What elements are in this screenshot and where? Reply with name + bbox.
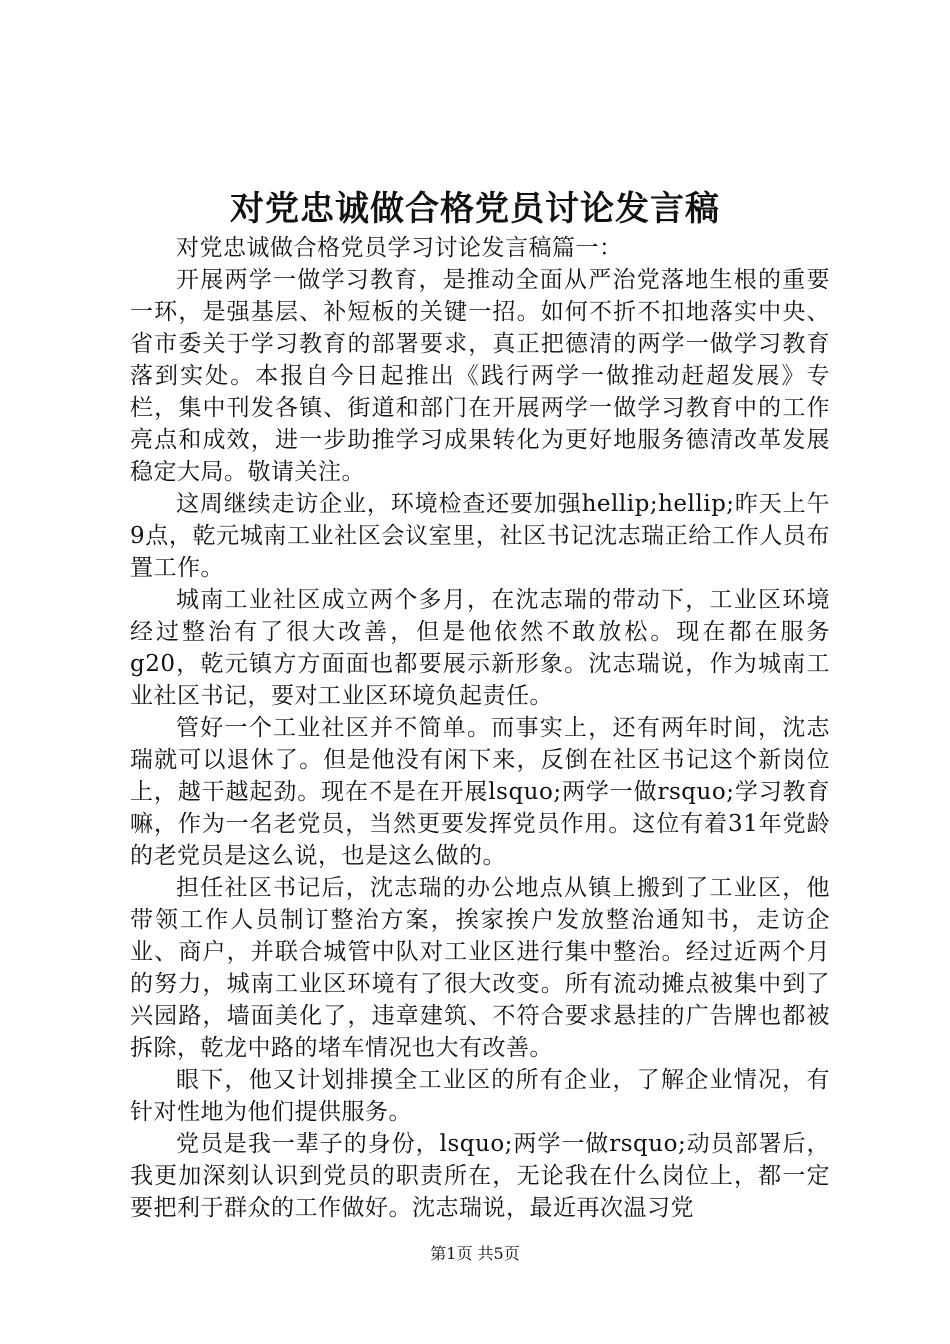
document-body (130, 232, 830, 1224)
paragraph: 眼下，他又计划排摸全工业区的所有企业，了解企业情况，有针对性地为他们提供服务。 (130, 1067, 830, 1125)
page-number-indicator: 第1页 共5页 (430, 1244, 520, 1263)
paragraph: 这周继续走访企业，环境检查还要加强hellip;hellip;昨天上午9点，乾元城南工业社区会议室里，社区书记沈志瑞正给工作人员布置工作。 (130, 491, 830, 581)
paragraph-intro: 对党忠诚做合格党员学习讨论发言稿篇一： (176, 235, 623, 261)
paragraph: 管好一个工业社区并不简单。而事实上，还有两年时间，沈志瑞就可以退休了。但是他没有闲下来，反倒在社区书记这个新岗位上，越干越起劲。现在不是在开展lsquo;两学一做rsquo;学习教育嘛，作为一名老党员，当然更要发挥党员作用。这位有着31年党龄的老党员是这么说，也是这么做的。 (130, 715, 830, 869)
page-footer (0, 1244, 950, 1264)
paragraph: 党员是我一辈子的身份，lsquo;两学一做rsquo;动员部署后，我更加深刻认识到党员的职责所在，无论我在什么岗位上，都一定要把利于群众的工作做好。沈志瑞说，最近再次温习党 (130, 1131, 830, 1221)
paragraph: 开展两学一做学习教育，是推动全面从严治党落地生根的重要一环，是强基层、补短板的关键一招。如何不折不扣地落实中央、省市委关于学习教育的部署要求，真正把德清的两学一做学习教育落到实处。本报自今日起推出《践行两学一做推动赶超发展》专栏，集中刊发各镇、街道和部门在开展两学一做学习教育中的工作亮点和成效，进一步助推学习成果转化为更好地服务德清改革发展稳定大局。敬请关注。 (130, 267, 830, 485)
document-title: 对党忠诚做合格党员讨论发言稿 (230, 189, 720, 229)
paragraph: 担任社区书记后，沈志瑞的办公地点从镇上搬到了工业区，他带领工作人员制订整治方案，挨家挨户发放整治通知书，走访企业、商户，并联合城管中队对工业区进行集中整治。经过近两个月的努力，城南工业区环境有了很大改变。所有流动摊点被集中到了兴园路，墙面美化了，违章建筑、不符合要求悬挂的广告牌也都被拆除，乾龙中路的堵车情况也大有改善。 (130, 875, 830, 1061)
paragraph: 城南工业社区成立两个多月，在沈志瑞的带动下，工业区环境经过整治有了很大改善，但是他依然不敢放松。现在都在服务g20，乾元镇方方面面也都要展示新形象。沈志瑞说，作为城南工业社区书记，要对工业区环境负起责任。 (130, 587, 830, 709)
